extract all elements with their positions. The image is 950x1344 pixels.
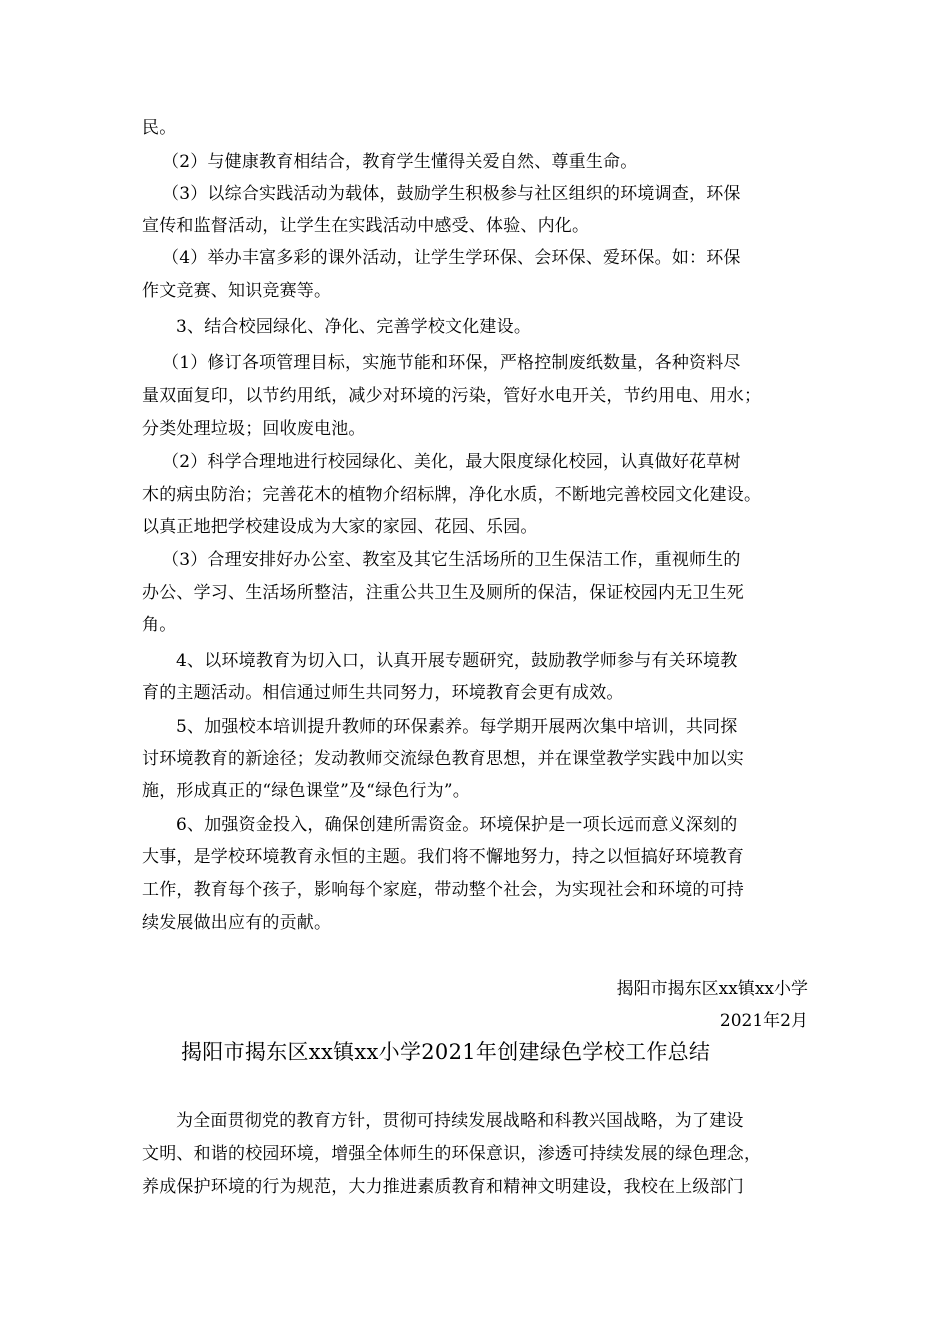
text-line: 角。 <box>142 615 177 635</box>
text-line: 文明、和谐的校园环境，增强全体师生的环保意识，渗透可持续发展的绿色理念， <box>142 1144 762 1164</box>
text-line: 木的病虫防治；完善花木的植物介绍标牌，净化水质，不断地完善校园文化建设。 <box>142 485 762 505</box>
text-line: 以真正地把学校建设成为大家的家园、花园、乐园。 <box>142 517 538 537</box>
text-line: 量双面复印，以节约用纸，减少对环境的污染，管好水电开关，节约用电、用水； <box>142 386 762 406</box>
text-line: 民。 <box>142 118 177 138</box>
text-line: 施，形成真正的“绿色课堂”及“绿色行为”。 <box>142 781 470 801</box>
text-line: 办公、学习、生活场所整洁，注重公共卫生及厕所的保洁，保证校园内无卫生死 <box>142 583 744 603</box>
signature-date: 2021年2月 <box>719 1011 808 1031</box>
section-heading: 3、结合校园绿化、净化、完善学校文化建设。 <box>176 317 532 337</box>
text-line: 宣传和监督活动，让学生在实践活动中感受、体验、内化。 <box>142 216 590 236</box>
text-line: 讨环境教育的新途径；发动教师交流绿色教育思想，并在课堂教学实践中加以实 <box>142 749 744 769</box>
text-line: （3）合理安排好办公室、教室及其它生活场所的卫生保洁工作，重视师生的 <box>162 550 741 570</box>
text-line: 育的主题活动。相信通过师生共同努力，环境教育会更有成效。 <box>142 683 624 703</box>
text-line: 分类处理垃圾；回收废电池。 <box>142 419 366 439</box>
text-line: 5、加强校本培训提升教师的环保素养。每学期开展两次集中培训，共同探 <box>176 717 738 737</box>
text-line: （2）科学合理地进行校园绿化、美化，最大限度绿化校园，认真做好花草树 <box>162 452 741 472</box>
document-title: 揭阳市揭东区xx镇xx小学2021年创建绿色学校工作总结 <box>181 1040 711 1064</box>
text-line: 4、以环境教育为切入口，认真开展专题研究，鼓励教学师参与有关环境教 <box>176 651 738 671</box>
signature-org: 揭阳市揭东区xx镇xx小学 <box>616 979 808 999</box>
text-line: 养成保护环境的行为规范，大力推进素质教育和精神文明建设，我校在上级部门 <box>142 1177 744 1197</box>
text-line: 作文竞赛、知识竞赛等。 <box>142 281 332 301</box>
text-line: 6、加强资金投入，确保创建所需资金。环境保护是一项长远而意义深刻的 <box>176 815 738 835</box>
text-line: （4）举办丰富多彩的课外活动，让学生学环保、会环保、爱环保。如：环保 <box>162 248 741 268</box>
text-line: 大事，是学校环境教育永恒的主题。我们将不懈地努力，持之以恒搞好环境教育 <box>142 847 744 867</box>
text-line: 续发展做出应有的贡献。 <box>142 913 332 933</box>
text-line: 为全面贯彻党的教育方针，贯彻可持续发展战略和科教兴国战略，为了建设 <box>176 1111 744 1131</box>
text-line: （3）以综合实践活动为载体，鼓励学生积极参与社区组织的环境调查，环保 <box>162 184 741 204</box>
text-line: （2）与健康教育相结合，教育学生懂得关爱自然、尊重生命。 <box>162 152 638 172</box>
text-line: （1）修订各项管理目标，实施节能和环保，严格控制废纸数量，各种资料尽 <box>162 353 741 373</box>
text-line: 工作，教育每个孩子，影响每个家庭，带动整个社会，为实现社会和环境的可持 <box>142 880 744 900</box>
